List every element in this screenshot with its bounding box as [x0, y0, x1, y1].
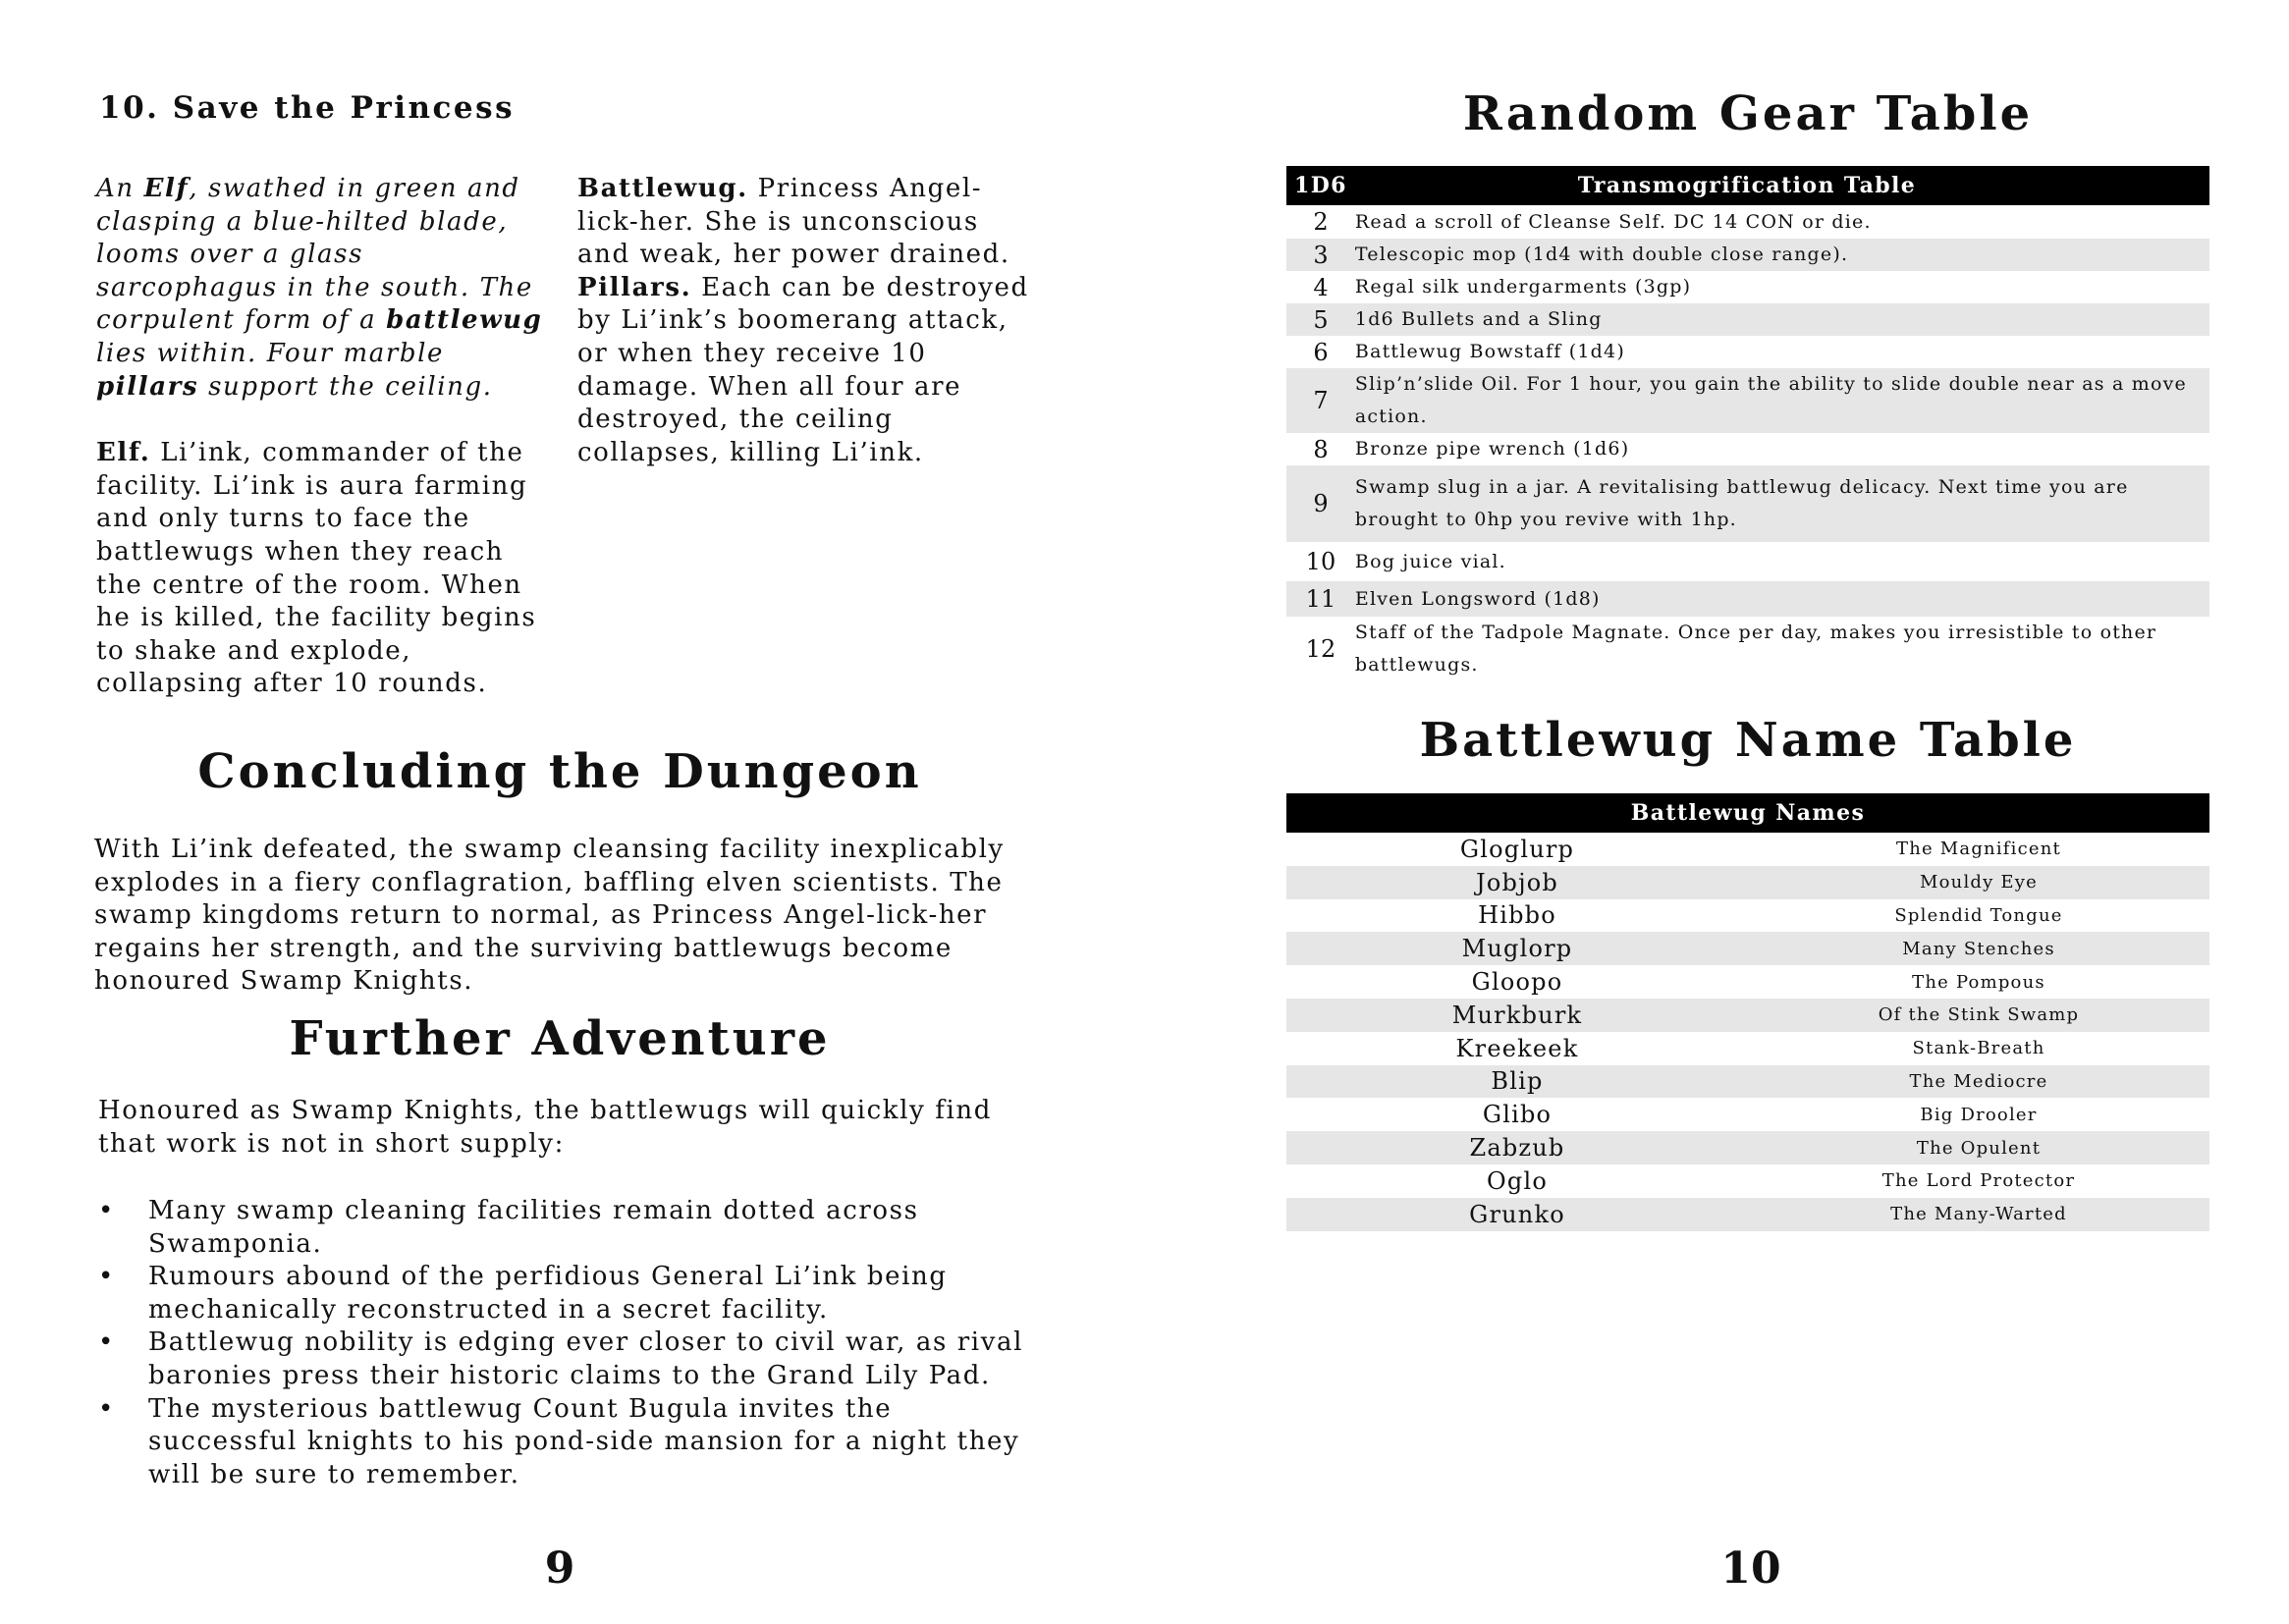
intro-text-2: , swathed in green and clasping a blue-hilted blade, looms over a glass sarcophagus in the south. The corpulent form of a	[96, 174, 533, 336]
title-cell: The Magnificent	[1896, 839, 2061, 860]
battlewug-entry	[577, 173, 1039, 272]
name-cell: Grunko	[1286, 1198, 1748, 1231]
roll-cell: 7	[1286, 368, 1355, 433]
battlewug-text: Princess Angel-lick-her. She is unconscious and weak, her power drained.	[577, 174, 1010, 270]
section-title: 10. Save the Princess	[99, 90, 516, 126]
list-item-text: Many swamp cleaning facilities remain dotted across Swamponia.	[148, 1196, 919, 1259]
title-cell: The Opulent	[1748, 1131, 2209, 1164]
roll-cell: 10	[1305, 548, 1336, 575]
title-cell: The Mediocre	[1748, 1065, 2209, 1099]
table-row	[1286, 465, 2209, 542]
name-cell: Murkburk	[1286, 999, 1748, 1032]
gear-table	[1286, 166, 2209, 681]
table-row	[1286, 433, 2209, 465]
name-cell: Glibo	[1482, 1101, 1553, 1129]
list-item	[98, 1261, 1031, 1326]
roll-cell: 8	[1313, 435, 1329, 463]
list-item-text: Rumours abound of the perfidious General Li’ink being mechanically reconstructed in a secret facility.	[148, 1262, 948, 1325]
gear-cell: Regal silk undergarments (3gp)	[1354, 276, 1692, 298]
table-row	[1286, 1098, 2209, 1131]
table-row	[1286, 542, 2209, 581]
table-row	[1286, 899, 2209, 933]
intro-text-4: support the ceiling.	[198, 371, 493, 402]
further-adventure-heading: Further Adventure	[289, 1011, 831, 1066]
list-item	[98, 1195, 1031, 1261]
name-table-heading: Battlewug Name Table	[1419, 713, 2077, 768]
list-item	[98, 1393, 1031, 1492]
gear-cell: Swamp slug in a jar. A revitalising battlewug delicacy. Next time you are brought to 0hp you revive with 1hp.	[1355, 465, 2209, 542]
roll-cell: 6	[1313, 338, 1329, 366]
table-row	[1286, 1198, 2209, 1231]
elf-entry	[96, 437, 548, 701]
gear-cell: Telescopic mop (1d4 with double close range).	[1355, 239, 2209, 271]
title-cell: Big Drooler	[1920, 1104, 2038, 1125]
table-row	[1286, 1032, 2209, 1065]
title-cell: The Many-Warted	[1748, 1198, 2209, 1231]
left-column	[96, 173, 548, 701]
name-cell: Hibbo	[1478, 901, 1556, 930]
die-column-header: 1D6	[1286, 166, 1355, 205]
title-cell: Splendid Tongue	[1894, 904, 2063, 926]
name-cell: Oglo	[1487, 1166, 1548, 1195]
bullet-icon: •	[98, 1327, 115, 1358]
table-row	[1286, 581, 2209, 617]
encounter-intro	[96, 173, 548, 404]
table-row	[1286, 932, 2209, 965]
list-item	[98, 1326, 1031, 1392]
gear-cell: Read a scroll of Cleanse Self. DC 14 CON or die.	[1354, 210, 1872, 233]
title-cell: Many Stenches	[1748, 932, 2209, 965]
table-title-header: Transmogrification Table	[1355, 166, 2209, 205]
elf-label: Elf.	[96, 438, 151, 468]
table-row	[1286, 205, 2209, 239]
gear-table-heading: Random Gear Table	[1462, 86, 2034, 141]
table-row	[1286, 1131, 2209, 1164]
intro-battlewug: battlewug	[386, 305, 543, 336]
roll-cell: 5	[1286, 303, 1355, 336]
name-cell: Blip	[1286, 1065, 1748, 1099]
table-row	[1286, 999, 2209, 1032]
table-header-row	[1286, 793, 2209, 833]
name-cell: Gloopo	[1471, 968, 1563, 997]
intro-text-3: lies within. Four marble	[96, 338, 445, 368]
roll-cell: 12	[1305, 635, 1336, 663]
table-row	[1286, 617, 2209, 681]
roll-cell: 9	[1286, 465, 1355, 542]
intro-text-1: An	[96, 174, 144, 203]
gear-cell: Elven Longsword (1d8)	[1355, 581, 2209, 617]
table-header-row	[1286, 166, 2209, 205]
list-item-text: The mysterious battlewug Count Bugula invites the successful knights to his pond-side mansion for a night they will be sure to remember.	[148, 1393, 1020, 1489]
name-cell: Zabzub	[1286, 1131, 1748, 1164]
table-row	[1286, 336, 2209, 368]
page-number-right: 10	[1720, 1543, 1781, 1594]
table-row	[1286, 239, 2209, 271]
title-cell: Of the Stink Swamp	[1748, 999, 2209, 1032]
gear-cell: Staff of the Tadpole Magnate. Once per day, makes you irresistible to other battlewugs.	[1354, 622, 2157, 676]
roll-cell: 3	[1286, 239, 1355, 271]
bullet-icon: •	[98, 1393, 115, 1424]
table-row	[1286, 965, 2209, 999]
name-cell: Muglorp	[1286, 932, 1748, 965]
roll-cell: 2	[1313, 208, 1329, 236]
name-cell: Jobjob	[1286, 866, 1748, 899]
bullet-icon: •	[98, 1196, 115, 1225]
pillars-label: Pillars.	[577, 272, 692, 302]
elf-text: Li’ink, commander of the facility. Li’ink is aura farming and only turns to face the battlewugs when they reach the centre of the room. When he is killed, the facility begins to shake and explode, collapsing after 10 rounds.	[96, 438, 537, 699]
title-cell: The Pompous	[1912, 971, 2045, 993]
list-item-text: Battlewug nobility is edging ever closer to civil war, as rival baronies press their historic claims to the Grand Lily Pad.	[148, 1327, 1024, 1390]
gear-cell: Bronze pipe wrench (1d6)	[1354, 438, 1630, 460]
table-row	[1286, 866, 2209, 899]
intro-pillars: pillars	[96, 371, 199, 402]
name-table	[1286, 793, 2209, 1231]
title-cell: The Lord Protector	[1881, 1170, 2076, 1192]
roll-cell: 4	[1313, 273, 1329, 301]
pillars-text: Each can be destroyed by Li’ink’s boomerang attack, or when they receive 10 damage. When all four are destroyed, the ceiling collapses, killing Li’ink.	[577, 272, 1029, 467]
intro-elf: Elf	[143, 174, 190, 203]
name-cell: Kreekeek	[1455, 1034, 1579, 1062]
title-cell: Stank-Breath	[1912, 1038, 2045, 1059]
pillars-entry	[577, 272, 1039, 470]
gear-cell: Bog juice vial.	[1354, 550, 1506, 572]
roll-cell: 11	[1286, 581, 1355, 617]
table-row	[1286, 833, 2209, 866]
title-cell: Mouldy Eye	[1748, 866, 2209, 899]
concluding-text: With Li’ink defeated, the swamp cleansing facility inexplicably explodes in a fiery conflagration, baffling elven scientists. The swamp kingdoms return to normal, as Princess Angel-lick-her regains her strength, and the surviving battlewugs become honoured Swamp Knights.	[94, 835, 1005, 997]
gear-cell: Slip’n’slide Oil. For 1 hour, you gain the ability to slide double near as a move action.	[1355, 368, 2209, 433]
gear-cell: 1d6 Bullets and a Sling	[1355, 303, 2209, 336]
bullet-icon: •	[98, 1262, 115, 1292]
gear-cell: Battlewug Bowstaff (1d4)	[1354, 341, 1625, 362]
concluding-heading: Concluding the Dungeon	[197, 744, 922, 799]
table-row	[1286, 303, 2209, 336]
table-row	[1286, 1164, 2209, 1198]
table-row	[1286, 271, 2209, 303]
page-number-left: 9	[544, 1543, 575, 1594]
table-row	[1286, 368, 2209, 433]
battlewug-label: Battlewug.	[577, 174, 748, 203]
right-column	[577, 173, 1039, 469]
further-adventure-intro: Honoured as Swamp Knights, the battlewugs will quickly find that work is not in short supply:	[98, 1096, 992, 1159]
adventure-hooks-list	[98, 1195, 1031, 1491]
name-table-header: Battlewug Names	[1286, 793, 2209, 833]
table-row	[1286, 1065, 2209, 1099]
name-cell: Gloglurp	[1459, 835, 1575, 863]
